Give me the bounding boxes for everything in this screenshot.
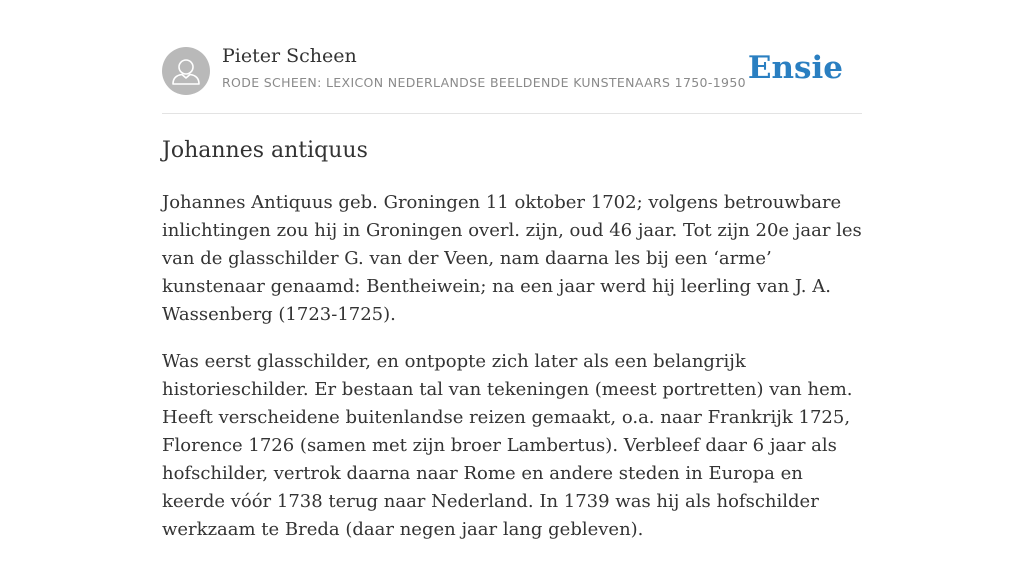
- source-label[interactable]: RODE SCHEEN: LEXICON NEDERLANDSE BEELDENDE KUNSTENAARS 1750-1950: [222, 75, 746, 90]
- author-name[interactable]: Pieter Scheen: [222, 45, 357, 67]
- article-paragraph: Was eerst glasschilder, en ontpopte zich later als een belangrijk historieschilder. Er bestaan tal van tekeningen (meest portretten) van hem. Heeft verscheidene buitenlandse reizen gemaakt, o.a. naar Frankrijk 1725, Florence 1726 (samen met zijn broer Lambertus). Verbleef daar 6 jaar als hofschilder, vertrok daarna naar Rome en andere steden in Europa en keerde vóór 1738 terug naar Nederland. In 1739 was hij als hofschilder werkzaam te Breda (daar negen jaar lang gebleven).: [162, 351, 853, 540]
- ensie-logo[interactable]: Ensie: [747, 50, 843, 86]
- article-title: Johannes antiquus: [162, 138, 368, 163]
- article-container: [162, 0, 862, 540]
- article-header: [162, 0, 862, 114]
- author-avatar[interactable]: [162, 47, 210, 95]
- user-silhouette-icon: [162, 47, 210, 95]
- article-paragraph: Johannes Antiquus geb. Groningen 11 oktober 1702; volgens betrouwbare inlichtingen zou hij in Groningen overl. zijn, oud 46 jaar. Tot zijn 20e jaar les van de glasschilder G. van der Veen, nam daarna les bij een ‘arme’ kunstenaar genaamd: Bentheiwein; na een jaar werd hij leerling van J. A. Wassenberg (1723-1725).: [162, 192, 862, 325]
- article-body: [162, 189, 862, 563]
